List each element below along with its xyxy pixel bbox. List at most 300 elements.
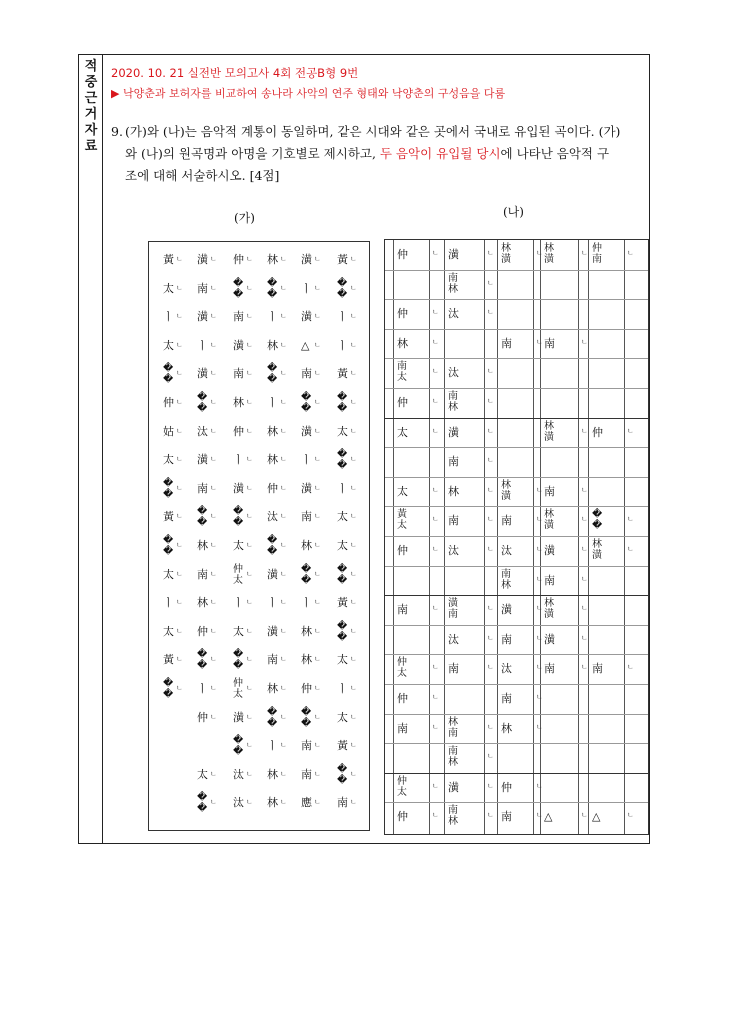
notation-mark: ㄴ	[176, 483, 183, 492]
notation-char: 太	[163, 453, 174, 467]
notation-char: 潢	[301, 310, 312, 324]
notation-char: 潢	[544, 609, 554, 621]
notation-char: 黃	[337, 596, 348, 610]
notation-mark: ㄴ	[536, 693, 543, 701]
notation-mark: ㄴ	[350, 741, 357, 750]
notation-char: �	[233, 660, 244, 672]
notation-char: 汰	[233, 796, 244, 810]
notation-mark: ㄴ	[350, 512, 357, 521]
notation-mark: ㄴ	[280, 312, 287, 321]
notation-mark: ㄴ	[350, 684, 357, 692]
notation-char: �	[197, 403, 208, 414]
score-row-line	[385, 299, 648, 300]
notation-char: �	[301, 706, 312, 718]
notation-char: �	[233, 288, 244, 300]
notation-mark: ㄴ	[432, 604, 439, 613]
notation-char: �	[592, 520, 603, 532]
notation-char: 林	[267, 453, 278, 467]
notation-char: 南	[544, 662, 555, 676]
notation-mark: ㄴ	[210, 798, 217, 807]
notation-mark: ㄴ	[350, 426, 357, 435]
notation-char: �	[197, 506, 208, 518]
notation-char: 南	[397, 603, 408, 617]
notation-char: �	[233, 735, 244, 747]
notation-char: ㅣ	[197, 682, 208, 695]
score-row-line	[385, 536, 648, 537]
notation-char: ㅣ	[267, 396, 278, 409]
notation-char: 汰	[233, 767, 244, 781]
notation-char: �	[301, 563, 312, 575]
notation-char: 南	[301, 739, 312, 753]
notation-mark: ㄴ	[210, 684, 217, 692]
notation-mark: ㄴ	[581, 337, 588, 346]
notation-mark: ㄴ	[350, 398, 357, 406]
notation-char: ㅣ	[163, 596, 174, 610]
notation-mark: ㄴ	[432, 722, 439, 731]
notation-char: �	[233, 746, 244, 758]
notation-char: 潢	[301, 481, 312, 495]
notation-mark: ㄴ	[581, 545, 588, 553]
notation-mark: ㄴ	[536, 604, 543, 613]
notation-char: 潢	[301, 253, 312, 266]
notation-char: 太	[397, 372, 407, 384]
notation-mark: ㄴ	[314, 655, 321, 664]
notation-mark: ㄴ	[627, 249, 634, 257]
notation-char: �	[163, 477, 174, 489]
notation-mark: ㄴ	[432, 397, 439, 405]
score-row-line	[385, 270, 648, 271]
notation-char: 南	[197, 281, 208, 295]
notation-mark: ㄴ	[176, 426, 183, 435]
notation-mark: ㄴ	[581, 663, 588, 672]
notation-mark: ㄴ	[210, 312, 217, 321]
notation-mark: ㄴ	[210, 598, 217, 607]
notation-char: 太	[163, 567, 174, 581]
notation-mark: ㄴ	[246, 455, 253, 464]
notation-char: �	[337, 277, 348, 289]
notation-mark: ㄴ	[487, 308, 494, 317]
notation-char: �	[301, 717, 312, 729]
notation-char: 汰	[448, 307, 459, 321]
notation-mark: ㄴ	[350, 541, 357, 549]
notation-mark: ㄴ	[246, 283, 253, 292]
notation-mark: ㄴ	[432, 367, 439, 376]
notation-char: 林	[267, 424, 278, 438]
notation-char: 南	[301, 367, 312, 381]
notation-mark: ㄴ	[246, 569, 253, 578]
notation-mark: ㄴ	[314, 369, 321, 378]
notation-mark: ㄴ	[314, 483, 321, 492]
notation-mark: ㄴ	[314, 684, 321, 692]
notation-mark: ㄴ	[350, 312, 357, 321]
notation-char: 南	[301, 510, 312, 524]
notation-char: 林	[544, 420, 554, 432]
notation-char: 仲	[301, 682, 312, 695]
notation-mark: ㄴ	[581, 574, 588, 583]
notation-mark: ㄴ	[432, 308, 439, 317]
notation-char: 南	[448, 746, 458, 758]
notation-mark: ㄴ	[246, 626, 253, 635]
notation-char: 太	[163, 624, 174, 638]
content-area	[103, 55, 649, 843]
notation-mark: ㄴ	[314, 283, 321, 292]
notation-mark: ㄴ	[581, 249, 588, 257]
notation-char: 潢	[544, 544, 555, 557]
notation-char: 姑	[163, 424, 174, 438]
notation-char: 仲	[397, 657, 407, 669]
notation-mark: ㄴ	[210, 655, 217, 664]
score-row-line	[385, 388, 648, 389]
notation-char: 林	[397, 336, 408, 350]
notation-mark: ㄴ	[581, 485, 588, 494]
notation-char: 林	[501, 579, 511, 591]
notation-mark: ㄴ	[536, 515, 543, 524]
notation-char: 汰	[448, 544, 459, 557]
notation-mark: ㄴ	[581, 604, 588, 613]
notation-mark: ㄴ	[210, 512, 217, 521]
notation-char: �	[592, 509, 603, 521]
notation-mark: ㄴ	[246, 398, 253, 406]
notation-char: �	[163, 488, 174, 500]
notation-mark: ㄴ	[176, 312, 183, 321]
score-row-line	[385, 477, 648, 478]
notation-char: �	[301, 392, 312, 403]
notation-char: 林	[448, 283, 458, 295]
notation-char: 南	[233, 367, 244, 381]
notation-mark: ㄴ	[246, 798, 253, 807]
notation-mark: ㄴ	[314, 398, 321, 406]
notation-char: 林	[267, 796, 278, 810]
notation-mark: ㄴ	[246, 769, 253, 778]
notation-char: 潢	[448, 248, 459, 261]
notation-mark: ㄴ	[536, 811, 543, 820]
notation-char: 仲	[163, 396, 174, 409]
question-line-2	[111, 143, 641, 165]
notation-char: ㅣ	[337, 682, 348, 695]
notation-char: 潢	[501, 603, 512, 617]
question-number: 9.	[111, 124, 123, 139]
notation-char: 仲	[397, 775, 407, 787]
notation-char: 南	[448, 727, 458, 739]
notation-char: 林	[197, 596, 208, 610]
notation-mark: ㄴ	[627, 545, 634, 553]
notation-mark: ㄴ	[487, 752, 494, 761]
notation-mark: ㄴ	[176, 512, 183, 521]
notation-mark: ㄴ	[536, 574, 543, 583]
notation-char: 太	[337, 424, 348, 438]
notation-char: △	[544, 810, 553, 824]
score-row-line	[385, 743, 648, 744]
notation-char: 太	[233, 624, 244, 638]
notation-mark: ㄴ	[210, 398, 217, 406]
notation-mark: ㄴ	[487, 515, 494, 524]
notation-char: 南	[197, 567, 208, 581]
document-frame	[78, 54, 650, 844]
notation-char: 南	[448, 391, 458, 402]
notation-char: 潢	[197, 453, 208, 467]
notation-char: 黃	[337, 367, 348, 381]
notation-char: �	[267, 363, 278, 375]
notation-char: 黃	[397, 509, 407, 521]
notation-mark: ㄴ	[246, 741, 253, 750]
score-row-line	[385, 625, 648, 626]
notation-char: 汰	[448, 366, 459, 380]
notation-mark: ㄴ	[210, 712, 217, 721]
score-row-line	[385, 714, 648, 715]
notation-char: 南	[544, 573, 555, 587]
notation-mark: ㄴ	[246, 541, 253, 549]
notation-mark: ㄴ	[246, 255, 253, 263]
notation-char: 南	[397, 361, 407, 373]
notation-char: 太	[397, 786, 407, 798]
notation-mark: ㄴ	[350, 369, 357, 378]
notation-char: �	[233, 277, 244, 289]
notation-char: 太	[197, 767, 208, 781]
notation-mark: ㄴ	[314, 741, 321, 750]
notation-char: 南	[592, 254, 602, 265]
notation-char: △	[301, 338, 310, 352]
question-highlight: 두 음악이 유입될 당시	[379, 146, 501, 161]
notation-mark: ㄴ	[487, 249, 494, 257]
notation-char: 潢	[544, 431, 554, 443]
notation-mark: ㄴ	[350, 655, 357, 664]
notation-char: 潢	[233, 710, 244, 724]
score-row-line	[385, 447, 648, 448]
score-ga	[148, 241, 370, 831]
notation-mark: ㄴ	[314, 769, 321, 778]
notation-char: �	[267, 706, 278, 718]
notation-mark: ㄴ	[350, 626, 357, 635]
notation-mark: ㄴ	[210, 626, 217, 635]
notation-char: �	[267, 717, 278, 729]
notation-char: 林	[448, 716, 458, 728]
notation-mark: ㄴ	[210, 369, 217, 378]
notation-char: 潢	[301, 424, 312, 438]
notation-char: 林	[301, 653, 312, 667]
score-row-line	[385, 329, 648, 330]
notation-char: 南	[448, 805, 458, 817]
notation-mark: ㄴ	[246, 312, 253, 321]
notation-mark: ㄴ	[176, 541, 183, 549]
notation-char: 黃	[337, 253, 348, 266]
notation-mark: ㄴ	[176, 283, 183, 292]
notation-char: 太	[397, 484, 408, 498]
notation-mark: ㄴ	[280, 455, 287, 464]
notation-char: 南	[501, 568, 511, 580]
score-na	[384, 239, 649, 835]
side-column	[79, 55, 103, 843]
notation-char: �	[197, 792, 208, 804]
notation-char: ㅣ	[267, 739, 278, 753]
notation-char: �	[267, 535, 278, 546]
notation-mark: ㄴ	[176, 340, 183, 349]
notation-char: 林	[501, 479, 511, 491]
notation-char: 林	[267, 253, 278, 266]
notation-char: �	[337, 392, 348, 403]
notation-mark: ㄴ	[280, 598, 287, 607]
question-text	[111, 121, 641, 187]
notation-mark: ㄴ	[627, 515, 634, 524]
notation-char: 林	[544, 243, 554, 254]
notation-mark: ㄴ	[350, 483, 357, 492]
notation-char: 南	[544, 336, 555, 350]
notation-mark: ㄴ	[350, 798, 357, 807]
topic-line: ▶ 낙양춘과 보허자를 비교하여 송나라 사악의 연주 형태와 낙양춘의 구성음을 다룸	[111, 87, 506, 100]
notation-char: �	[337, 631, 348, 643]
notation-char: 仲	[397, 248, 408, 261]
notation-char: 潢	[197, 310, 208, 324]
label-na: (나)	[503, 205, 524, 219]
notation-char: 南	[337, 796, 348, 810]
notation-char: 仲	[397, 307, 408, 321]
notation-mark: ㄴ	[176, 569, 183, 578]
notation-char: ㅣ	[337, 481, 348, 495]
notation-char: 黃	[337, 739, 348, 753]
notation-char: 黃	[163, 653, 174, 667]
notation-char: 黃	[163, 253, 174, 266]
notation-mark: ㄴ	[246, 712, 253, 721]
notation-char: 潢	[197, 367, 208, 381]
notation-char: �	[337, 763, 348, 775]
notation-char: 林	[448, 484, 459, 498]
notation-mark: ㄴ	[432, 485, 439, 494]
notation-char: �	[163, 689, 174, 700]
notation-char: 仲	[233, 563, 243, 575]
notation-char: ㅣ	[267, 310, 278, 324]
notation-char: 潢	[267, 567, 278, 581]
notation-char: �	[197, 392, 208, 403]
notation-mark: ㄴ	[210, 541, 217, 549]
notation-char: 仲	[397, 692, 408, 705]
notation-char: �	[267, 277, 278, 289]
notation-mark: ㄴ	[487, 367, 494, 376]
notation-mark: ㄴ	[246, 369, 253, 378]
notation-mark: ㄴ	[280, 340, 287, 349]
notation-char: ㅣ	[301, 281, 312, 295]
notation-char: 仲	[267, 481, 278, 495]
notation-mark: ㄴ	[246, 340, 253, 349]
notation-mark: ㄴ	[350, 255, 357, 263]
notation-char: 潢	[233, 338, 244, 352]
notation-char: ㅣ	[163, 310, 174, 324]
notation-char: 林	[544, 598, 554, 610]
score-row-line	[385, 566, 648, 567]
notation-char: 仲	[197, 624, 208, 638]
notation-mark: ㄴ	[432, 693, 439, 701]
notation-mark: ㄴ	[627, 811, 634, 820]
notation-char: �	[163, 374, 174, 386]
notation-char: 林	[448, 402, 458, 413]
question-line-1: (가)와 (나)는 음악적 계통이 동일하며, 같은 시대와 같은 곳에서 국내로 유입된 곡이다. (가)	[125, 124, 621, 139]
notation-mark: ㄴ	[280, 569, 287, 578]
notation-mark: ㄴ	[536, 663, 543, 672]
notation-char: 潢	[267, 624, 278, 638]
notation-char: 南	[397, 721, 408, 735]
notation-mark: ㄴ	[176, 684, 183, 692]
notation-mark: ㄴ	[536, 545, 543, 553]
notation-char: 仲	[397, 810, 408, 824]
notation-char: 太	[163, 338, 174, 352]
notation-char: 應	[301, 796, 312, 810]
notation-mark: ㄴ	[280, 483, 287, 492]
notation-mark: ㄴ	[432, 426, 439, 435]
notation-mark: ㄴ	[246, 598, 253, 607]
notation-char: 林	[233, 396, 244, 409]
notation-char: �	[233, 506, 244, 518]
notation-char: 南	[501, 336, 512, 350]
notation-char: �	[163, 363, 174, 375]
notation-mark: ㄴ	[280, 626, 287, 635]
notation-char: �	[197, 660, 208, 672]
notation-mark: ㄴ	[176, 626, 183, 635]
notation-mark: ㄴ	[280, 655, 287, 664]
notation-char: �	[267, 374, 278, 386]
notation-char: �	[337, 574, 348, 586]
notation-mark: ㄴ	[536, 485, 543, 494]
notation-mark: ㄴ	[210, 769, 217, 778]
notation-char: �	[163, 546, 174, 557]
notation-mark: ㄴ	[350, 569, 357, 578]
notation-char: 太	[233, 539, 244, 552]
notation-mark: ㄴ	[487, 545, 494, 553]
notation-mark: ㄴ	[487, 811, 494, 820]
notation-char: 太	[397, 668, 407, 680]
score-row-line	[385, 506, 648, 507]
notation-char: 仲	[397, 544, 408, 557]
notation-char: 南	[448, 514, 459, 528]
notation-mark: ㄴ	[536, 633, 543, 642]
notation-char: �	[267, 546, 278, 557]
notation-mark: ㄴ	[432, 337, 439, 346]
notation-char: 太	[337, 710, 348, 724]
notation-mark: ㄴ	[314, 541, 321, 549]
notation-char: 潢	[448, 425, 459, 439]
notation-char: 南	[448, 272, 458, 284]
notation-mark: ㄴ	[280, 369, 287, 378]
notation-char: 潢	[233, 481, 244, 495]
notation-char: 南	[233, 310, 244, 324]
notation-mark: ㄴ	[246, 426, 253, 435]
notation-mark: ㄴ	[210, 426, 217, 435]
notation-char: 林	[301, 539, 312, 552]
notation-char: 南	[448, 609, 458, 621]
notation-mark: ㄴ	[487, 485, 494, 494]
notation-char: 林	[267, 767, 278, 781]
notation-char: �	[233, 649, 244, 661]
notation-char: 太	[233, 689, 243, 700]
notation-mark: ㄴ	[536, 722, 543, 731]
notation-mark: ㄴ	[314, 712, 321, 721]
notation-mark: ㄴ	[280, 541, 287, 549]
notation-mark: ㄴ	[581, 515, 588, 524]
notation-mark: ㄴ	[210, 340, 217, 349]
notation-mark: ㄴ	[280, 426, 287, 435]
notation-mark: ㄴ	[350, 769, 357, 778]
notation-char: 南	[501, 810, 512, 824]
notation-char: 太	[397, 425, 408, 439]
notation-char: 仲	[233, 678, 243, 689]
notation-char: 汰	[501, 544, 512, 557]
notation-char: 南	[267, 653, 278, 667]
notation-char: 林	[544, 509, 554, 521]
notation-mark: ㄴ	[176, 255, 183, 263]
notation-char: 潢	[448, 598, 458, 610]
notation-mark: ㄴ	[487, 663, 494, 672]
notation-char: 潢	[544, 632, 555, 646]
notation-mark: ㄴ	[246, 655, 253, 664]
notation-char: 仲	[501, 780, 512, 794]
notation-char: 潢	[544, 254, 554, 265]
